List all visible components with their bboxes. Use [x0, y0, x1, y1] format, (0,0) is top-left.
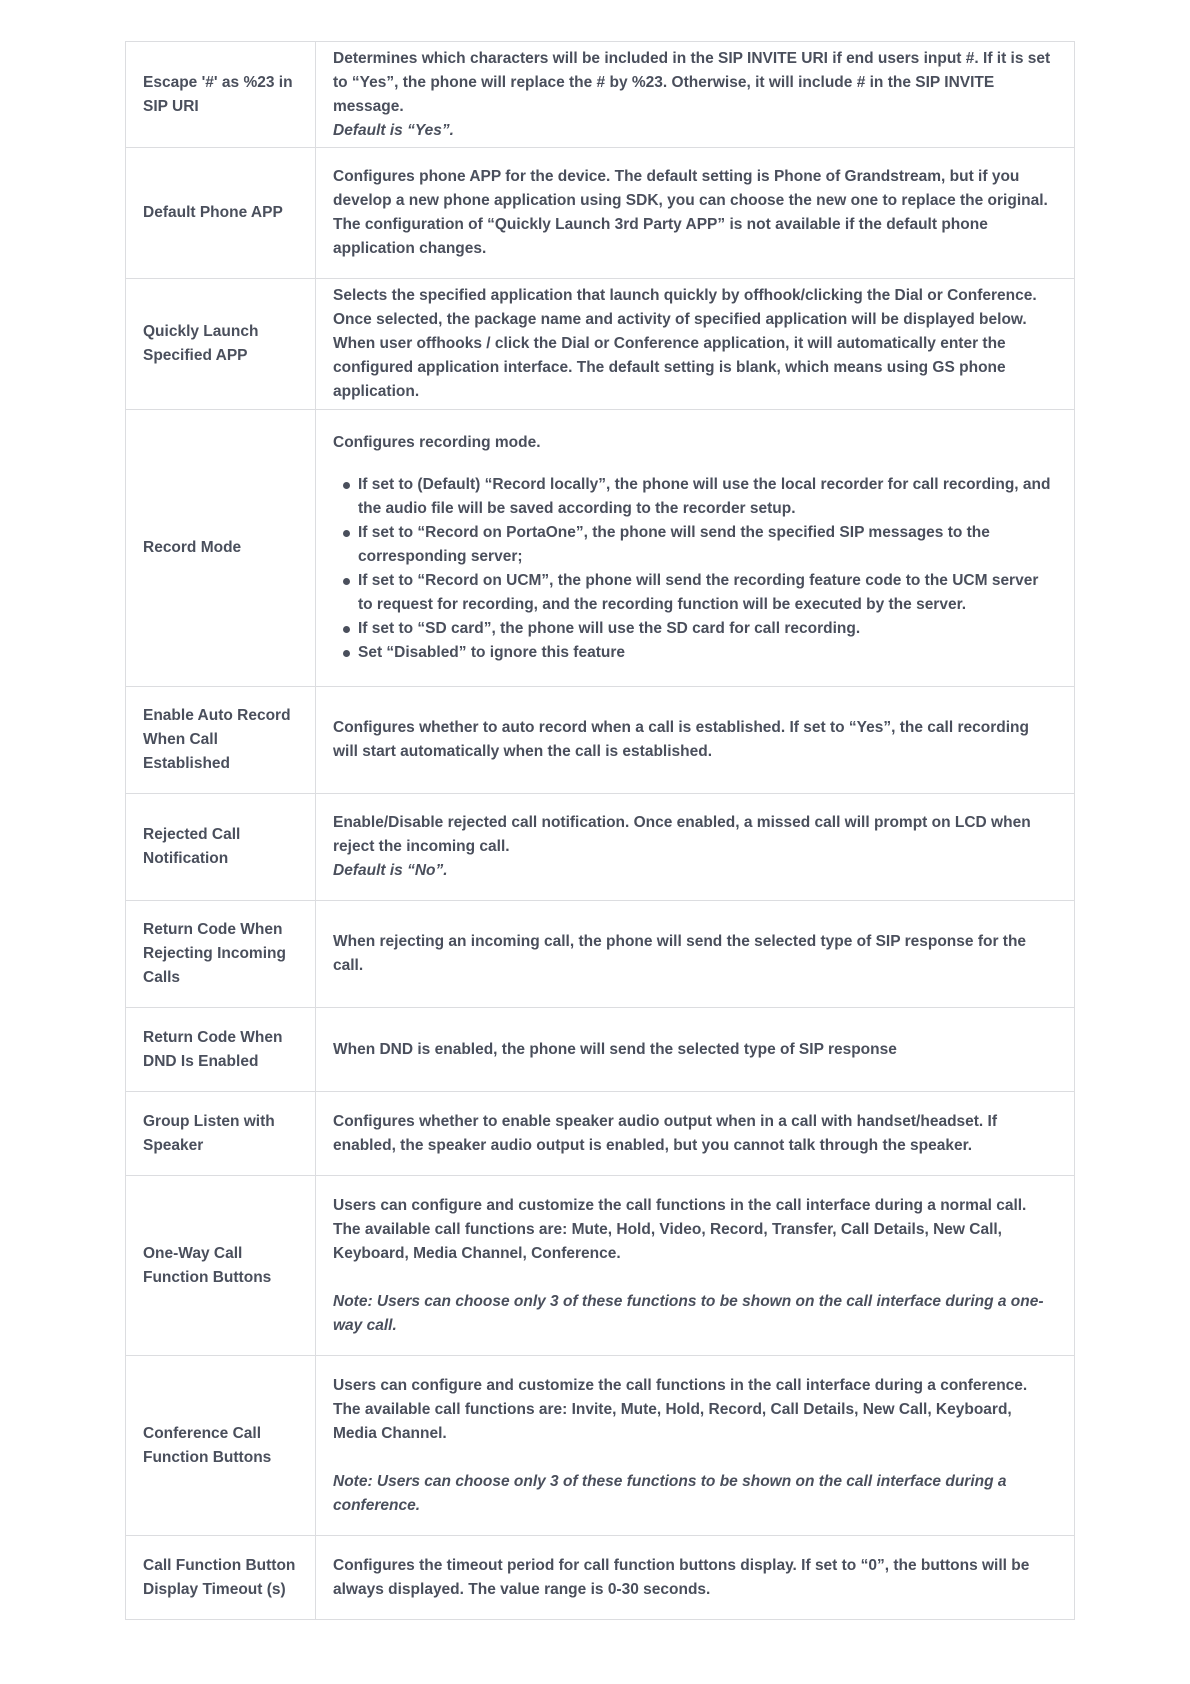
setting-description: Configures the timeout period for call function buttons display. If set to “0”, the buttons will be always displayed. The value range is 0-30 seconds.	[316, 1536, 1075, 1620]
setting-label: Escape '#' as %23 in SIP URI	[126, 42, 316, 148]
default-note: Default is “Yes”.	[333, 121, 454, 139]
setting-label: Return Code When Rejecting Incoming Calls	[126, 901, 316, 1008]
list-item: If set to “Record on UCM”, the phone will send the recording feature code to the UCM server to request for recording, and the recording function will be executed by the server.	[333, 569, 1056, 617]
list-item: If set to (Default) “Record locally”, the phone will use the local recorder for call recording, and the audio file will be saved according to the recorder setup.	[333, 473, 1056, 521]
setting-description: Configures whether to enable speaker audio output when in a call with handset/headset. If enabled, the speaker audio output is enabled, but you cannot talk through the speaker.	[316, 1092, 1075, 1176]
setting-label: Record Mode	[126, 410, 316, 687]
setting-description: Users can configure and customize the call functions in the call interface during a conference. The available call functions are: Invite, Mute, Hold, Record, Call Details, New Call, Keyboard, Media Channel. Note: Users can choose only 3 of these functions to be shown on the call interface during a conference.	[316, 1356, 1075, 1536]
list-item: If set to “SD card”, the phone will use the SD card for call recording.	[333, 617, 1056, 641]
setting-label: Conference Call Function Buttons	[126, 1356, 316, 1536]
settings-table	[125, 41, 1075, 1620]
record-mode-options	[333, 473, 1056, 665]
table-row	[126, 794, 1075, 901]
setting-label: Group Listen with Speaker	[126, 1092, 316, 1176]
table-row	[126, 279, 1075, 410]
table-row	[126, 410, 1075, 687]
setting-description: When DND is enabled, the phone will send the selected type of SIP response	[316, 1008, 1075, 1092]
setting-label: Quickly Launch Specified APP	[126, 279, 316, 410]
list-item: If set to “Record on PortaOne”, the phone will send the specified SIP messages to the corresponding server;	[333, 521, 1056, 569]
setting-description: Configures whether to auto record when a call is established. If set to “Yes”, the call recording will start automatically when the call is established.	[316, 687, 1075, 794]
setting-description: Selects the specified application that launch quickly by offhook/clicking the Dial or Conference. Once selected, the package name and activity of specified application will be displayed below. When user offhooks / click the Dial or Conference application, it will automatically enter the configured application interface. The default setting is blank, which means using GS phone application.	[316, 279, 1075, 410]
setting-description: Enable/Disable rejected call notification. Once enabled, a missed call will prompt on LCD when reject the incoming call. Default is “No”.	[316, 794, 1075, 901]
list-item: Set “Disabled” to ignore this feature	[333, 641, 1056, 665]
setting-description: Configures phone APP for the device. The default setting is Phone of Grandstream, but if you develop a new phone application using SDK, you can choose the new one to replace the original. The configuration of “Quickly Launch 3rd Party APP” is not available if the default phone application changes.	[316, 148, 1075, 279]
table-row	[126, 1176, 1075, 1356]
setting-label: One-Way Call Function Buttons	[126, 1176, 316, 1356]
setting-description: Users can configure and customize the call functions in the call interface during a normal call. The available call functions are: Mute, Hold, Video, Record, Transfer, Call Details, New Call, Keyboard, Media Channel, Conference. Note: Users can choose only 3 of these functions to be shown on the call interface during a one-way call.	[316, 1176, 1075, 1356]
table-row	[126, 1536, 1075, 1620]
table-row	[126, 1008, 1075, 1092]
setting-label: Call Function Button Display Timeout (s)	[126, 1536, 316, 1620]
default-note: Default is “No”.	[333, 862, 448, 879]
setting-label: Default Phone APP	[126, 148, 316, 279]
usage-note: Note: Users can choose only 3 of these functions to be shown on the call interface during a conference.	[333, 1472, 1007, 1514]
setting-label: Return Code When DND Is Enabled	[126, 1008, 316, 1092]
setting-label: Rejected Call Notification	[126, 794, 316, 901]
table-row	[126, 42, 1075, 148]
table-row	[126, 1092, 1075, 1176]
table-row	[126, 1356, 1075, 1536]
setting-label: Enable Auto Record When Call Established	[126, 687, 316, 794]
usage-note: Note: Users can choose only 3 of these functions to be shown on the call interface during a one-way call.	[333, 1292, 1044, 1334]
setting-description: Configures recording mode. If set to (Default) “Record locally”, the phone will use the local recorder for call recording, and the audio file will be saved according to the recorder setup. If set to “Record on PortaOne”, the phone will send the specified SIP messages to the corresponding server; If set to “Record on UCM”, the phone will send the recording feature code to the UCM server to request for recording, and the recording function will be executed by the server. If set to “SD card”, the phone will use the SD card for call recording. Set “Disabled” to ignore this feature	[316, 410, 1075, 687]
table-row	[126, 901, 1075, 1008]
setting-description: Determines which characters will be included in the SIP INVITE URI if end users input #. If it is set to “Yes”, the phone will replace the # by %23. Otherwise, it will include # in the SIP INVITE message. Default is “Yes”.	[316, 42, 1075, 148]
table-row	[126, 687, 1075, 794]
setting-description: When rejecting an incoming call, the phone will send the selected type of SIP response for the call.	[316, 901, 1075, 1008]
table-row	[126, 148, 1075, 279]
